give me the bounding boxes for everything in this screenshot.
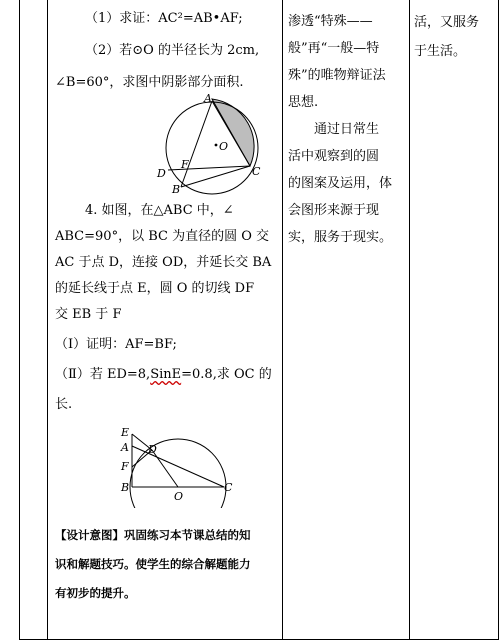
label-c2: C (224, 481, 233, 494)
q3-part2-line1: （2）若⊙O 的半径长为 2cm, (85, 43, 260, 58)
mid-line6: 活中观察到的圆 (288, 149, 380, 164)
design-intent (55, 522, 280, 607)
label-d2: D (148, 443, 157, 456)
figure-circle-tangent (118, 424, 238, 508)
table-right-border (498, 0, 499, 640)
q4-part2-end: 长. (55, 397, 73, 412)
center-dot (215, 144, 218, 147)
shaded-segment (212, 99, 254, 166)
label-c: C (252, 165, 261, 178)
column-divider-3 (409, 0, 410, 640)
mid-line1: 渗透“特殊—— (288, 14, 373, 29)
label-f2: F (121, 460, 129, 473)
right-line1: 活，又服务 (414, 15, 480, 30)
label-b2: B (121, 481, 130, 494)
column-divider-2 (282, 0, 283, 640)
label-e: E (121, 426, 130, 439)
q3-part2-line2: ∠B=60°，求图中阴影部分面积. (55, 75, 244, 90)
figure-circle-shaded (150, 93, 270, 195)
label-o: O (219, 140, 229, 153)
q4-line1: 4. 如图，在△ABC 中，∠ (85, 203, 234, 218)
mid-line3: 殊”的唯物辩证法 (288, 68, 386, 83)
main-content-cell (55, 6, 277, 96)
mid-line4: 思想. (288, 95, 319, 110)
q4-line4: 的延长线于点 E，圆 O 的切线 DF (55, 281, 255, 296)
q4-line2: ABC=90°，以 BC 为直径的圆 O 交 (55, 229, 269, 244)
label-a2: A (121, 441, 129, 454)
line-ab (181, 101, 212, 187)
column-divider-1 (47, 0, 48, 640)
mid-line8: 会图形来源于现 (288, 203, 380, 218)
right-column (414, 8, 498, 66)
label-a: A (204, 93, 212, 105)
design-intent-line2: 识和解题技巧。使学生的综合解题能力 (55, 557, 251, 571)
line-ac2 (132, 446, 224, 487)
q4-part2-post: =0.8,求 OC 的 (181, 367, 272, 382)
q4-line3: AC 于点 D，连接 OD，并延长交 BA (55, 255, 272, 270)
table-left-border (19, 0, 20, 640)
label-o2: O (174, 490, 184, 503)
mid-line9: 实，服务于现实。 (288, 230, 393, 245)
question-4 (55, 198, 277, 418)
q4-sine-term: SinE (150, 367, 182, 382)
q4-part2 (55, 362, 277, 388)
label-f: F (181, 158, 189, 171)
label-d: D (157, 167, 166, 180)
right-line2: 于生活。 (414, 44, 467, 59)
label-b: B (172, 183, 181, 195)
mid-line7: 的图案及运用，体 (288, 176, 393, 191)
q4-part2-pre: （Ⅱ）若 ED=8, (55, 367, 151, 382)
q3-part1: （1）求证：AC²=AB•AF; (85, 11, 243, 26)
intent-column (288, 8, 406, 251)
mid-line5: 通过日常生 (314, 122, 380, 137)
table-bottom-border (19, 639, 499, 640)
design-intent-line3: 有初步的提升。 (55, 586, 136, 600)
mid-line2: 般”再“一般—特 (288, 41, 380, 56)
q4-part1: （Ⅰ）证明：AF=BF; (55, 337, 177, 352)
design-intent-line1: 【设计意图】巩固练习本节课总结的知 (55, 528, 251, 542)
q4-line5: 交 EB 于 F (55, 307, 122, 322)
